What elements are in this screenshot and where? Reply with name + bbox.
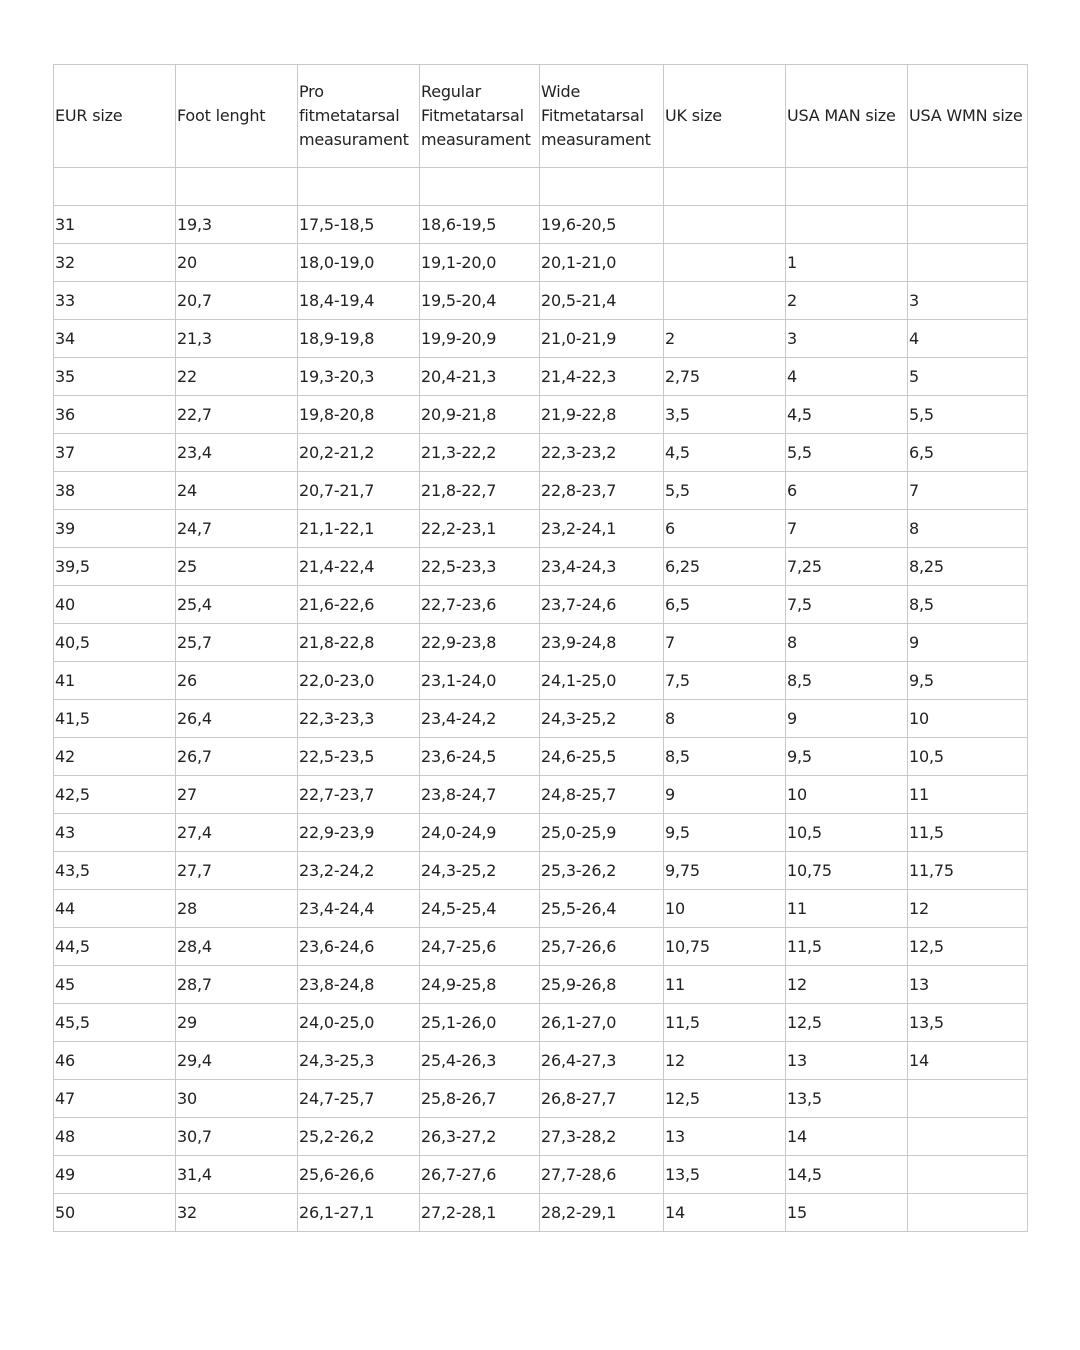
cell-eur-size: 38 [54, 472, 176, 510]
empty-cell [908, 168, 1028, 206]
cell-uk-size: 2,75 [664, 358, 786, 396]
cell-wide-fit: 25,7-26,6 [540, 928, 664, 966]
header-eur-size: EUR size [54, 65, 176, 168]
cell-pro-fit: 17,5-18,5 [298, 206, 420, 244]
cell-eur-size: 49 [54, 1156, 176, 1194]
cell-pro-fit: 19,3-20,3 [298, 358, 420, 396]
cell-foot-length: 22,7 [176, 396, 298, 434]
cell-uk-size: 13,5 [664, 1156, 786, 1194]
cell-regular-fit: 24,5-25,4 [420, 890, 540, 928]
cell-pro-fit: 20,7-21,7 [298, 472, 420, 510]
cell-foot-length: 30 [176, 1080, 298, 1118]
cell-wide-fit: 20,5-21,4 [540, 282, 664, 320]
table-row [54, 890, 1028, 928]
cell-foot-length: 26,4 [176, 700, 298, 738]
cell-wide-fit: 24,8-25,7 [540, 776, 664, 814]
cell-pro-fit: 25,6-26,6 [298, 1156, 420, 1194]
cell-regular-fit: 22,7-23,6 [420, 586, 540, 624]
header-row [54, 65, 1028, 168]
cell-foot-length: 25,4 [176, 586, 298, 624]
cell-wide-fit: 23,7-24,6 [540, 586, 664, 624]
cell-eur-size: 42 [54, 738, 176, 776]
cell-uk-size: 9,75 [664, 852, 786, 890]
cell-pro-fit: 19,8-20,8 [298, 396, 420, 434]
cell-usa-wmn-size: 13 [908, 966, 1028, 1004]
table-row [54, 1156, 1028, 1194]
cell-wide-fit: 27,3-28,2 [540, 1118, 664, 1156]
cell-uk-size [664, 244, 786, 282]
table-row [54, 814, 1028, 852]
cell-uk-size: 10 [664, 890, 786, 928]
cell-wide-fit: 25,9-26,8 [540, 966, 664, 1004]
cell-eur-size: 40,5 [54, 624, 176, 662]
cell-pro-fit: 26,1-27,1 [298, 1194, 420, 1232]
cell-wide-fit: 21,4-22,3 [540, 358, 664, 396]
cell-eur-size: 45 [54, 966, 176, 1004]
cell-foot-length: 26 [176, 662, 298, 700]
cell-regular-fit: 23,1-24,0 [420, 662, 540, 700]
cell-eur-size: 40 [54, 586, 176, 624]
cell-eur-size: 35 [54, 358, 176, 396]
table-row [54, 700, 1028, 738]
cell-foot-length: 24 [176, 472, 298, 510]
cell-uk-size: 6,5 [664, 586, 786, 624]
cell-usa-man-size: 4 [786, 358, 908, 396]
table-row [54, 776, 1028, 814]
table-row [54, 1042, 1028, 1080]
cell-usa-man-size: 4,5 [786, 396, 908, 434]
cell-wide-fit: 19,6-20,5 [540, 206, 664, 244]
header-wide-fit: Wide Fitmetatarsal measurament [540, 65, 664, 168]
cell-foot-length: 20,7 [176, 282, 298, 320]
cell-foot-length: 25,7 [176, 624, 298, 662]
table-row [54, 396, 1028, 434]
cell-regular-fit: 25,1-26,0 [420, 1004, 540, 1042]
cell-eur-size: 44,5 [54, 928, 176, 966]
cell-foot-length: 23,4 [176, 434, 298, 472]
cell-wide-fit: 28,2-29,1 [540, 1194, 664, 1232]
cell-usa-man-size: 12 [786, 966, 908, 1004]
cell-regular-fit: 27,2-28,1 [420, 1194, 540, 1232]
cell-pro-fit: 22,0-23,0 [298, 662, 420, 700]
cell-regular-fit: 22,2-23,1 [420, 510, 540, 548]
cell-uk-size: 4,5 [664, 434, 786, 472]
table-row [54, 1004, 1028, 1042]
cell-regular-fit: 18,6-19,5 [420, 206, 540, 244]
cell-usa-wmn-size [908, 1080, 1028, 1118]
cell-uk-size: 7 [664, 624, 786, 662]
cell-regular-fit: 24,3-25,2 [420, 852, 540, 890]
cell-wide-fit: 24,3-25,2 [540, 700, 664, 738]
cell-usa-man-size: 9,5 [786, 738, 908, 776]
cell-usa-wmn-size: 12,5 [908, 928, 1028, 966]
size-chart-table [53, 64, 1028, 1232]
cell-uk-size [664, 206, 786, 244]
cell-foot-length: 30,7 [176, 1118, 298, 1156]
cell-usa-wmn-size: 10,5 [908, 738, 1028, 776]
cell-usa-man-size: 10,75 [786, 852, 908, 890]
cell-foot-length: 25 [176, 548, 298, 586]
cell-eur-size: 31 [54, 206, 176, 244]
header-regular-fit: Regular Fitmetatarsal measurament [420, 65, 540, 168]
cell-usa-wmn-size [908, 206, 1028, 244]
cell-usa-man-size: 13,5 [786, 1080, 908, 1118]
cell-pro-fit: 22,9-23,9 [298, 814, 420, 852]
blank-row [54, 168, 1028, 206]
cell-pro-fit: 23,4-24,4 [298, 890, 420, 928]
empty-cell [786, 168, 908, 206]
cell-pro-fit: 21,4-22,4 [298, 548, 420, 586]
cell-pro-fit: 21,8-22,8 [298, 624, 420, 662]
cell-usa-man-size: 7 [786, 510, 908, 548]
cell-eur-size: 42,5 [54, 776, 176, 814]
cell-uk-size: 11,5 [664, 1004, 786, 1042]
cell-wide-fit: 24,6-25,5 [540, 738, 664, 776]
cell-usa-wmn-size: 5 [908, 358, 1028, 396]
cell-foot-length: 21,3 [176, 320, 298, 358]
cell-foot-length: 31,4 [176, 1156, 298, 1194]
cell-pro-fit: 22,5-23,5 [298, 738, 420, 776]
cell-uk-size: 8 [664, 700, 786, 738]
cell-usa-man-size: 5,5 [786, 434, 908, 472]
cell-eur-size: 46 [54, 1042, 176, 1080]
cell-eur-size: 37 [54, 434, 176, 472]
cell-uk-size: 3,5 [664, 396, 786, 434]
cell-pro-fit: 22,3-23,3 [298, 700, 420, 738]
cell-usa-man-size: 2 [786, 282, 908, 320]
cell-usa-man-size: 13 [786, 1042, 908, 1080]
cell-pro-fit: 23,6-24,6 [298, 928, 420, 966]
table-row [54, 738, 1028, 776]
cell-usa-wmn-size: 14 [908, 1042, 1028, 1080]
cell-usa-man-size: 10 [786, 776, 908, 814]
cell-wide-fit: 22,8-23,7 [540, 472, 664, 510]
cell-wide-fit: 24,1-25,0 [540, 662, 664, 700]
table-row [54, 548, 1028, 586]
cell-wide-fit: 23,4-24,3 [540, 548, 664, 586]
cell-usa-man-size: 1 [786, 244, 908, 282]
cell-foot-length: 28 [176, 890, 298, 928]
cell-pro-fit: 24,7-25,7 [298, 1080, 420, 1118]
cell-usa-wmn-size: 4 [908, 320, 1028, 358]
cell-usa-wmn-size: 12 [908, 890, 1028, 928]
cell-wide-fit: 22,3-23,2 [540, 434, 664, 472]
cell-uk-size [664, 282, 786, 320]
cell-foot-length: 22 [176, 358, 298, 396]
empty-cell [54, 168, 176, 206]
cell-regular-fit: 20,9-21,8 [420, 396, 540, 434]
cell-uk-size: 7,5 [664, 662, 786, 700]
header-usa-wmn-size: USA WMN size [908, 65, 1028, 168]
cell-pro-fit: 21,1-22,1 [298, 510, 420, 548]
cell-regular-fit: 20,4-21,3 [420, 358, 540, 396]
cell-usa-wmn-size: 10 [908, 700, 1028, 738]
cell-usa-man-size: 9 [786, 700, 908, 738]
cell-uk-size: 8,5 [664, 738, 786, 776]
table-row [54, 434, 1028, 472]
cell-usa-man-size: 15 [786, 1194, 908, 1232]
cell-usa-man-size: 3 [786, 320, 908, 358]
cell-foot-length: 19,3 [176, 206, 298, 244]
cell-usa-man-size: 6 [786, 472, 908, 510]
cell-eur-size: 34 [54, 320, 176, 358]
cell-usa-wmn-size: 7 [908, 472, 1028, 510]
table-row [54, 1080, 1028, 1118]
cell-usa-wmn-size: 11 [908, 776, 1028, 814]
header-foot-length: Foot lenght [176, 65, 298, 168]
cell-uk-size: 14 [664, 1194, 786, 1232]
cell-regular-fit: 26,3-27,2 [420, 1118, 540, 1156]
cell-foot-length: 24,7 [176, 510, 298, 548]
cell-eur-size: 33 [54, 282, 176, 320]
cell-foot-length: 29,4 [176, 1042, 298, 1080]
cell-pro-fit: 18,4-19,4 [298, 282, 420, 320]
cell-foot-length: 32 [176, 1194, 298, 1232]
cell-eur-size: 39,5 [54, 548, 176, 586]
cell-uk-size: 10,75 [664, 928, 786, 966]
table-row [54, 852, 1028, 890]
table-body [54, 65, 1028, 1232]
cell-pro-fit: 23,2-24,2 [298, 852, 420, 890]
cell-regular-fit: 24,0-24,9 [420, 814, 540, 852]
cell-usa-man-size: 14 [786, 1118, 908, 1156]
cell-regular-fit: 23,6-24,5 [420, 738, 540, 776]
cell-pro-fit: 21,6-22,6 [298, 586, 420, 624]
cell-usa-wmn-size [908, 1118, 1028, 1156]
cell-uk-size: 12 [664, 1042, 786, 1080]
header-pro-fit: Pro fitmetatarsal measurament [298, 65, 420, 168]
table-row [54, 472, 1028, 510]
cell-uk-size: 9 [664, 776, 786, 814]
cell-foot-length: 28,7 [176, 966, 298, 1004]
cell-regular-fit: 19,1-20,0 [420, 244, 540, 282]
table-row [54, 1118, 1028, 1156]
cell-pro-fit: 22,7-23,7 [298, 776, 420, 814]
cell-eur-size: 43,5 [54, 852, 176, 890]
table-row [54, 624, 1028, 662]
cell-usa-wmn-size: 8,5 [908, 586, 1028, 624]
cell-usa-wmn-size: 5,5 [908, 396, 1028, 434]
cell-wide-fit: 20,1-21,0 [540, 244, 664, 282]
cell-eur-size: 43 [54, 814, 176, 852]
cell-pro-fit: 23,8-24,8 [298, 966, 420, 1004]
cell-usa-wmn-size: 13,5 [908, 1004, 1028, 1042]
cell-uk-size: 9,5 [664, 814, 786, 852]
cell-pro-fit: 24,0-25,0 [298, 1004, 420, 1042]
cell-regular-fit: 25,4-26,3 [420, 1042, 540, 1080]
cell-foot-length: 28,4 [176, 928, 298, 966]
cell-regular-fit: 25,8-26,7 [420, 1080, 540, 1118]
cell-usa-wmn-size: 8 [908, 510, 1028, 548]
cell-usa-wmn-size: 9,5 [908, 662, 1028, 700]
cell-pro-fit: 25,2-26,2 [298, 1118, 420, 1156]
cell-wide-fit: 26,1-27,0 [540, 1004, 664, 1042]
empty-cell [176, 168, 298, 206]
cell-uk-size: 6 [664, 510, 786, 548]
cell-wide-fit: 26,8-27,7 [540, 1080, 664, 1118]
cell-wide-fit: 23,2-24,1 [540, 510, 664, 548]
cell-pro-fit: 18,9-19,8 [298, 320, 420, 358]
cell-wide-fit: 25,3-26,2 [540, 852, 664, 890]
cell-regular-fit: 24,9-25,8 [420, 966, 540, 1004]
cell-uk-size: 13 [664, 1118, 786, 1156]
cell-uk-size: 6,25 [664, 548, 786, 586]
table-row [54, 244, 1028, 282]
cell-foot-length: 27,4 [176, 814, 298, 852]
cell-regular-fit: 23,4-24,2 [420, 700, 540, 738]
cell-eur-size: 44 [54, 890, 176, 928]
table-row [54, 510, 1028, 548]
cell-eur-size: 32 [54, 244, 176, 282]
table-row [54, 320, 1028, 358]
cell-regular-fit: 19,9-20,9 [420, 320, 540, 358]
cell-wide-fit: 25,5-26,4 [540, 890, 664, 928]
cell-regular-fit: 22,5-23,3 [420, 548, 540, 586]
cell-eur-size: 45,5 [54, 1004, 176, 1042]
cell-usa-wmn-size: 6,5 [908, 434, 1028, 472]
cell-uk-size: 12,5 [664, 1080, 786, 1118]
empty-cell [420, 168, 540, 206]
table-row [54, 966, 1028, 1004]
empty-cell [540, 168, 664, 206]
table-row [54, 206, 1028, 244]
cell-wide-fit: 25,0-25,9 [540, 814, 664, 852]
cell-usa-wmn-size: 11,75 [908, 852, 1028, 890]
cell-eur-size: 41,5 [54, 700, 176, 738]
cell-usa-man-size: 12,5 [786, 1004, 908, 1042]
cell-usa-wmn-size [908, 1156, 1028, 1194]
cell-uk-size: 5,5 [664, 472, 786, 510]
cell-foot-length: 20 [176, 244, 298, 282]
cell-wide-fit: 26,4-27,3 [540, 1042, 664, 1080]
cell-uk-size: 2 [664, 320, 786, 358]
cell-eur-size: 39 [54, 510, 176, 548]
cell-usa-wmn-size [908, 244, 1028, 282]
cell-usa-man-size: 10,5 [786, 814, 908, 852]
cell-usa-man-size: 7,25 [786, 548, 908, 586]
cell-regular-fit: 22,9-23,8 [420, 624, 540, 662]
cell-uk-size: 11 [664, 966, 786, 1004]
cell-foot-length: 27 [176, 776, 298, 814]
table-row [54, 586, 1028, 624]
cell-usa-man-size: 11 [786, 890, 908, 928]
cell-eur-size: 36 [54, 396, 176, 434]
cell-eur-size: 47 [54, 1080, 176, 1118]
cell-usa-man-size: 8 [786, 624, 908, 662]
cell-regular-fit: 21,8-22,7 [420, 472, 540, 510]
cell-regular-fit: 26,7-27,6 [420, 1156, 540, 1194]
table-row [54, 282, 1028, 320]
cell-regular-fit: 24,7-25,6 [420, 928, 540, 966]
cell-regular-fit: 21,3-22,2 [420, 434, 540, 472]
cell-usa-man-size: 7,5 [786, 586, 908, 624]
cell-regular-fit: 23,8-24,7 [420, 776, 540, 814]
cell-wide-fit: 21,9-22,8 [540, 396, 664, 434]
cell-regular-fit: 19,5-20,4 [420, 282, 540, 320]
cell-usa-wmn-size: 9 [908, 624, 1028, 662]
cell-usa-man-size [786, 206, 908, 244]
empty-cell [298, 168, 420, 206]
cell-eur-size: 50 [54, 1194, 176, 1232]
cell-usa-man-size: 11,5 [786, 928, 908, 966]
cell-wide-fit: 21,0-21,9 [540, 320, 664, 358]
cell-eur-size: 41 [54, 662, 176, 700]
table-row [54, 662, 1028, 700]
cell-usa-wmn-size [908, 1194, 1028, 1232]
cell-usa-wmn-size: 8,25 [908, 548, 1028, 586]
cell-foot-length: 29 [176, 1004, 298, 1042]
cell-wide-fit: 23,9-24,8 [540, 624, 664, 662]
cell-usa-wmn-size: 11,5 [908, 814, 1028, 852]
empty-cell [664, 168, 786, 206]
table-row [54, 928, 1028, 966]
table-row [54, 1194, 1028, 1232]
cell-foot-length: 27,7 [176, 852, 298, 890]
cell-wide-fit: 27,7-28,6 [540, 1156, 664, 1194]
header-usa-man-size: USA MAN size [786, 65, 908, 168]
cell-eur-size: 48 [54, 1118, 176, 1156]
cell-usa-wmn-size: 3 [908, 282, 1028, 320]
cell-pro-fit: 18,0-19,0 [298, 244, 420, 282]
cell-pro-fit: 20,2-21,2 [298, 434, 420, 472]
cell-foot-length: 26,7 [176, 738, 298, 776]
cell-usa-man-size: 8,5 [786, 662, 908, 700]
header-uk-size: UK size [664, 65, 786, 168]
cell-usa-man-size: 14,5 [786, 1156, 908, 1194]
cell-pro-fit: 24,3-25,3 [298, 1042, 420, 1080]
table-row [54, 358, 1028, 396]
